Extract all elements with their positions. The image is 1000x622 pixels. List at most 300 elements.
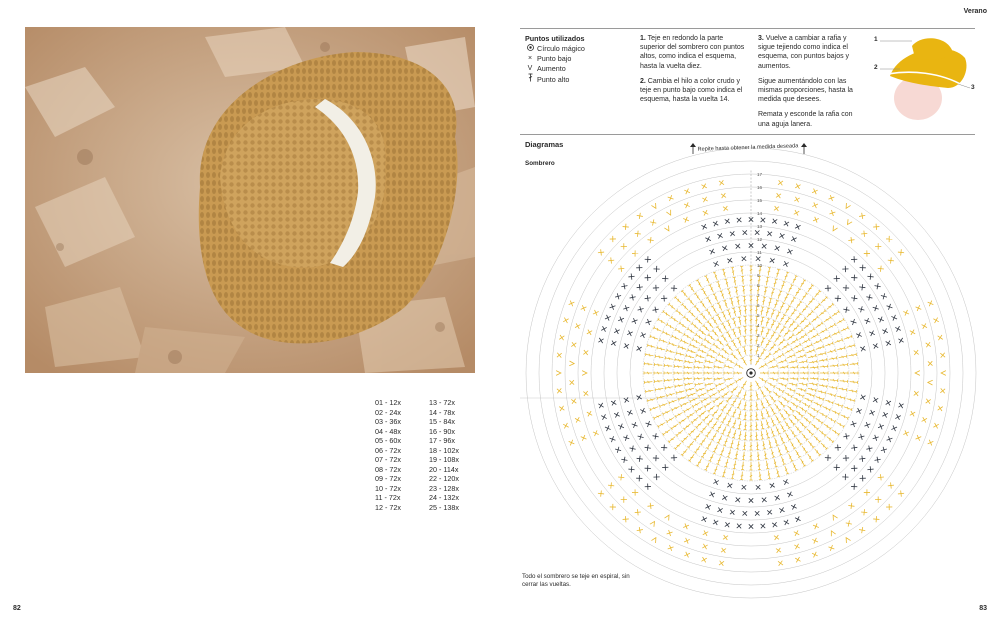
double-stitch	[844, 335, 853, 341]
single-stitch	[749, 243, 753, 247]
stitch-count-row: 24 - 132x	[428, 493, 459, 503]
double-stitch	[779, 303, 785, 312]
double-stitch	[704, 401, 712, 408]
double-stitch	[699, 329, 707, 336]
double-stitch	[726, 344, 733, 352]
double-stitch	[731, 340, 738, 348]
single-stitch	[563, 318, 568, 323]
double-stitch	[769, 377, 778, 382]
single-stitch	[895, 326, 900, 331]
double-stitch	[726, 394, 733, 402]
step-number: 3.	[758, 35, 764, 42]
double-stitch	[672, 405, 681, 411]
double-stitch	[809, 382, 817, 386]
single-stitch	[722, 246, 727, 251]
double-stitch	[783, 294, 789, 303]
single-stitch	[898, 249, 904, 255]
single-stitch	[762, 497, 767, 502]
single-stitch	[878, 266, 884, 272]
double-stitch	[733, 460, 737, 468]
double-stitch	[758, 363, 766, 370]
single-stitch	[557, 353, 562, 358]
single-stitch	[725, 522, 730, 527]
double-stitch	[658, 421, 666, 428]
single-stitch	[895, 414, 900, 419]
single-stitch	[916, 305, 922, 311]
single-stitch	[605, 425, 611, 431]
double-stitch	[709, 284, 715, 293]
single-stitch	[636, 346, 641, 351]
round-number: 1	[757, 353, 760, 358]
double-stitch	[708, 334, 716, 342]
increase-stitch	[556, 371, 561, 376]
double-stitch	[737, 327, 742, 336]
single-stitch	[621, 457, 627, 463]
double-stitch	[691, 416, 699, 423]
single-stitch	[648, 503, 654, 509]
double-stitch	[731, 470, 735, 478]
single-stitch	[667, 530, 673, 536]
round-number: 5	[757, 313, 760, 318]
single-stitch	[856, 332, 862, 338]
double-stitch	[704, 462, 710, 471]
double-stitch	[743, 401, 747, 409]
double-stitch	[644, 362, 652, 366]
single-stitch	[723, 535, 728, 540]
double-stitch	[798, 406, 806, 413]
double-stitch	[687, 411, 695, 418]
double-stitch	[818, 429, 826, 436]
double-stitch	[727, 449, 732, 458]
single-stitch	[878, 474, 884, 480]
round-number: 16	[757, 185, 763, 190]
double-stitch	[742, 452, 746, 460]
double-stitch	[669, 342, 678, 348]
double-stitch	[779, 365, 787, 369]
double-stitch	[799, 280, 806, 288]
double-stitch	[703, 414, 711, 422]
double-stitch	[775, 353, 783, 360]
single-stitch	[749, 498, 753, 502]
stitch-count-column	[429, 398, 459, 513]
double-stitch	[736, 441, 740, 449]
single-stitch	[864, 318, 870, 324]
double-stitch	[775, 312, 781, 321]
single-stitch	[875, 457, 881, 463]
single-stitch	[861, 231, 867, 237]
double-stitch	[791, 275, 797, 284]
double-stitch	[755, 401, 759, 409]
double-stitch	[712, 408, 720, 416]
double-stitch	[727, 428, 733, 437]
double-stitch	[743, 296, 747, 304]
single-stitch	[601, 414, 606, 419]
single-stitch	[623, 224, 629, 230]
double-stitch	[687, 298, 694, 306]
increase-stitch	[831, 226, 838, 233]
double-stitch	[756, 442, 760, 450]
double-stitch	[708, 405, 716, 413]
double-stitch	[815, 395, 824, 401]
single-stitch	[795, 184, 800, 189]
double-stitch	[760, 327, 765, 336]
double-stitch	[793, 396, 801, 403]
single-stitch	[703, 530, 708, 535]
stitch-count-row: 05 - 60x	[375, 436, 401, 446]
single-stitch	[684, 189, 690, 195]
double-stitch	[686, 354, 695, 359]
double-stitch	[721, 312, 727, 321]
stitch-count-row: 04 - 48x	[375, 426, 401, 436]
double-stitch	[810, 333, 818, 340]
increase-stitch	[928, 380, 933, 385]
single-stitch	[618, 266, 624, 272]
double-stitch	[829, 356, 837, 360]
double-stitch	[820, 378, 828, 382]
single-stitch	[702, 544, 707, 549]
double-stitch	[806, 310, 814, 318]
round-number: 13	[757, 224, 763, 229]
single-stitch	[886, 341, 891, 346]
double-stitch	[743, 391, 748, 400]
single-stitch	[638, 434, 644, 440]
single-stitch	[828, 195, 834, 201]
single-stitch	[881, 447, 887, 453]
single-stitch	[621, 283, 627, 289]
double-stitch	[731, 353, 739, 361]
single-stitch	[623, 435, 629, 441]
single-stitch	[873, 343, 878, 348]
double-stitch	[809, 360, 817, 364]
step-3	[758, 34, 856, 71]
double-stitch	[681, 401, 690, 407]
single-stitch	[864, 422, 870, 428]
double-stitch	[789, 365, 797, 369]
double-stitch	[788, 321, 795, 329]
double-stitch	[795, 348, 804, 354]
single-stitch	[859, 527, 865, 533]
single-stitch	[775, 495, 780, 500]
single-stitch	[627, 410, 633, 416]
single-stitch	[598, 491, 604, 497]
double-stitch	[694, 305, 701, 313]
double-stitch	[688, 392, 697, 398]
single-stitch	[903, 310, 909, 316]
double-stitch	[808, 354, 817, 359]
single-stitch	[834, 464, 840, 470]
double-stitch	[813, 435, 821, 443]
double-stitch	[783, 466, 789, 475]
double-stitch	[707, 417, 714, 425]
double-stitch	[701, 343, 709, 350]
double-stitch	[790, 372, 798, 375]
single-stitch	[605, 315, 611, 321]
single-stitch	[882, 412, 888, 418]
double-stitch	[838, 387, 846, 391]
double-stitch	[668, 303, 676, 310]
single-stitch	[779, 507, 784, 512]
single-stitch	[722, 495, 727, 500]
single-stitch	[703, 210, 708, 215]
double-stitch	[839, 363, 847, 367]
double-stitch	[783, 330, 791, 338]
double-stitch	[840, 372, 848, 375]
double-stitch	[799, 458, 806, 466]
double-stitch	[791, 462, 797, 471]
double-stitch	[743, 336, 747, 344]
double-stitch	[773, 300, 779, 309]
double-stitch	[676, 429, 684, 436]
single-stitch	[835, 444, 841, 450]
double-stitch	[750, 266, 753, 274]
double-stitch	[790, 401, 798, 408]
double-stitch	[721, 415, 728, 423]
single-stitch	[887, 436, 893, 442]
single-stitch	[869, 331, 875, 337]
double-stitch	[675, 384, 683, 388]
double-stitch	[707, 387, 716, 393]
double-stitch	[750, 422, 753, 430]
single-stitch	[784, 520, 789, 525]
double-stitch	[735, 363, 743, 370]
double-stitch	[765, 277, 769, 285]
single-stitch	[575, 417, 580, 422]
double-stitch	[664, 372, 672, 375]
double-stitch	[713, 466, 719, 475]
double-stitch	[695, 382, 703, 387]
double-stitch	[797, 354, 806, 359]
double-stitch	[815, 322, 823, 329]
double-stitch	[732, 419, 737, 428]
double-stitch	[760, 307, 764, 315]
double-stitch	[765, 408, 771, 417]
double-stitch	[718, 353, 726, 360]
single-stitch	[645, 445, 651, 451]
double-stitch	[674, 365, 682, 369]
double-stitch	[769, 365, 778, 370]
stitch-count-row: 17 - 96x	[428, 436, 455, 446]
double-stitch	[804, 397, 813, 403]
double-stitch	[757, 461, 761, 469]
single-stitch	[701, 557, 706, 562]
single-stitch	[635, 231, 641, 237]
single-stitch	[878, 424, 884, 430]
single-stitch	[621, 496, 627, 502]
double-stitch	[699, 410, 707, 417]
double-stitch	[662, 331, 671, 337]
double-stitch	[743, 442, 747, 450]
stitch-legend-title: Puntos utilizados	[525, 34, 585, 43]
double-stitch	[736, 389, 743, 397]
double-stitch	[698, 348, 707, 354]
double-stitch	[807, 328, 815, 335]
double-stitch	[770, 449, 775, 458]
double-stitch	[765, 318, 770, 327]
double-stitch	[765, 308, 770, 317]
stitch-label: Aumento	[537, 63, 566, 73]
double-stitch	[722, 348, 730, 355]
double-stitch	[848, 353, 856, 357]
single-stitch	[898, 403, 903, 408]
double-stitch	[779, 377, 787, 381]
stitch-count-row: 16 - 90x	[428, 426, 455, 436]
double-stitch	[770, 428, 776, 437]
single-stitch	[713, 479, 719, 485]
double-stitch	[724, 279, 729, 288]
double-stitch	[849, 362, 857, 366]
double-stitch	[831, 310, 839, 317]
single-stitch	[559, 406, 564, 411]
double-stitch	[778, 339, 786, 347]
single-stitch	[730, 231, 735, 236]
double-stitch	[788, 382, 797, 387]
single-stitch	[618, 317, 624, 323]
single-stitch	[860, 475, 866, 481]
double-stitch	[775, 269, 780, 278]
double-stitch	[775, 426, 781, 435]
round-number: 3	[757, 333, 760, 338]
double-stitch	[700, 313, 707, 321]
double-stitch	[694, 293, 701, 301]
double-stitch	[777, 447, 783, 456]
double-stitch	[738, 317, 743, 325]
double-stitch	[795, 301, 802, 309]
double-stitch	[784, 306, 791, 314]
double-stitch	[737, 400, 743, 409]
double-stitch	[779, 435, 785, 444]
stitch-count-row: 03 - 36x	[375, 417, 401, 427]
double-stitch	[764, 397, 771, 405]
single-stitch	[737, 218, 742, 223]
single-stitch	[867, 466, 873, 472]
double-stitch	[787, 284, 793, 293]
increase-stitch	[650, 520, 657, 527]
double-stitch	[647, 344, 656, 349]
double-stitch	[817, 389, 826, 394]
double-stitch	[768, 344, 775, 352]
double-stitch	[779, 423, 786, 431]
double-stitch	[806, 392, 815, 398]
double-stitch	[850, 372, 858, 375]
increase-stitch	[666, 210, 672, 216]
double-stitch	[758, 376, 766, 383]
double-stitch	[763, 451, 767, 459]
double-stitch	[724, 459, 729, 468]
single-stitch	[886, 504, 892, 510]
double-stitch	[764, 340, 771, 348]
double-stitch	[818, 309, 826, 316]
double-stitch	[817, 352, 826, 357]
double-stitch	[822, 335, 831, 341]
double-stitch	[781, 396, 789, 403]
double-stitch	[679, 417, 687, 424]
double-stitch	[737, 338, 743, 347]
increase-icon: V	[527, 64, 533, 72]
double-stitch	[774, 323, 781, 331]
single-stitch	[864, 250, 870, 256]
single-stitch	[878, 317, 884, 323]
double-stitch	[706, 429, 713, 437]
double-stitch	[665, 356, 673, 360]
double-stitch	[836, 318, 844, 325]
double-stitch	[704, 275, 710, 284]
double-stitch	[788, 359, 797, 364]
single-stitch	[575, 323, 580, 328]
round-number: 2	[757, 343, 760, 348]
stitch-label: Punto bajo	[537, 54, 572, 64]
single-stitch	[742, 485, 747, 490]
double-stitch	[750, 402, 753, 410]
double-stitch	[767, 439, 772, 448]
single-stitch	[842, 266, 848, 272]
double-stitch	[732, 318, 737, 327]
double-stitch	[763, 353, 771, 361]
double-stitch	[666, 416, 674, 423]
single-stitch	[795, 557, 800, 562]
single-stitch	[770, 258, 775, 263]
double-stitch	[774, 335, 781, 343]
single-stitch	[851, 483, 857, 489]
double-stitch	[792, 414, 800, 422]
round-number: 8	[757, 283, 760, 288]
double-stitch	[676, 389, 685, 394]
double-stitch	[668, 435, 676, 442]
single-stitch	[864, 489, 870, 495]
double-stitch	[784, 420, 791, 428]
double-stitch	[694, 366, 702, 370]
magic-ring-icon	[525, 44, 535, 55]
double-stitch	[780, 456, 786, 465]
double-stitch	[742, 286, 746, 294]
single-stitch	[916, 435, 922, 441]
page-number-right: 83	[979, 605, 987, 612]
double-stitch	[770, 417, 776, 426]
double-stitch	[714, 372, 722, 375]
single-stitch	[719, 561, 724, 566]
double-stitch	[694, 445, 701, 453]
single-stitch	[843, 433, 849, 439]
single-stitch	[717, 507, 722, 512]
stitch-count-column	[375, 398, 401, 513]
double-stitch	[800, 366, 808, 370]
single-stitch	[787, 249, 793, 255]
double-stitch	[846, 344, 855, 349]
single-stitch	[922, 417, 927, 422]
double-stitch	[657, 395, 666, 400]
double-stitch	[798, 333, 806, 340]
double-stitch	[727, 310, 733, 319]
single-stitch	[843, 307, 849, 313]
stitch-count-row: 13 - 72x	[428, 398, 455, 407]
single-stitch	[856, 408, 862, 414]
single-stitch	[743, 230, 748, 235]
double-stitch	[762, 441, 766, 449]
double-stitch	[684, 372, 692, 375]
single-stitch	[627, 331, 633, 337]
single-stitch	[938, 335, 943, 340]
double-stitch	[717, 435, 723, 444]
single-stitch	[795, 516, 801, 522]
double-stitch	[681, 303, 689, 311]
single-stitch	[933, 423, 938, 428]
double-stitch	[750, 412, 753, 420]
stitch-count-row: 02 - 24x	[375, 407, 401, 417]
double-stitch	[659, 402, 668, 408]
double-stitch	[706, 441, 713, 449]
single-stitch	[719, 180, 724, 185]
double-stitch	[825, 342, 834, 348]
double-stitch	[696, 280, 703, 288]
